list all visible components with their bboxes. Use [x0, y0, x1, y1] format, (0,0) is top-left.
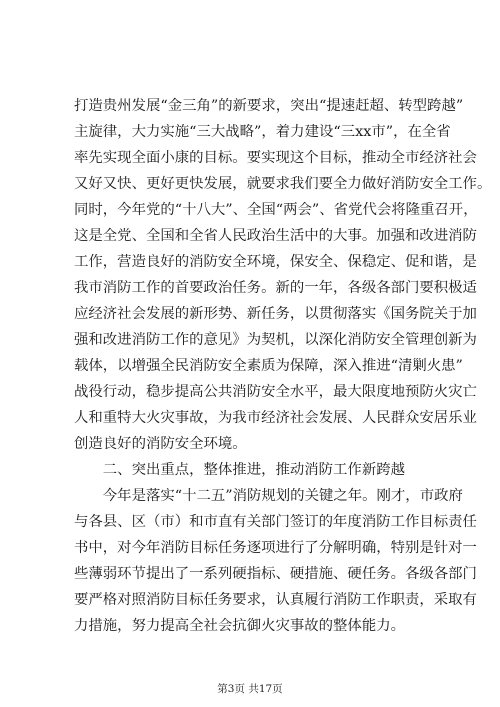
text-line: 战役行动，稳步提高公共消防安全水平，最大限度地预防火灾亡 — [74, 384, 477, 400]
text-line: 率先实现全面小康的目标。要实现这个目标，推动全市经济社会 — [74, 150, 477, 166]
text-line: 强和改进消防工作的意见》为契机，以深化消防安全管理创新为 — [74, 332, 477, 348]
body-text — [74, 93, 492, 639]
section-heading: 二、突出重点，整体推进，推动消防工作新跨越 — [74, 462, 405, 478]
text-line: 创造良好的消防安全环境。 — [74, 436, 247, 452]
text-line: 要严格对照消防目标任务要求，认真履行消防工作职责，采取有 — [74, 592, 477, 608]
text-line: 书中，对今年消防目标任务逐项进行了分解明确，特别是针对一 — [74, 540, 477, 556]
text-line: 与各县、区（市）和市直有关部门签订的年度消防工作目标责任 — [74, 514, 477, 530]
text-line: 同时，今年党的“十八大”、全国“两会”、省党代会将隆重召开， — [74, 202, 478, 218]
page-number: 第3页 共17页 — [217, 683, 283, 695]
text-line: 载体，以增强全民消防安全素质为保障，深入推进“清剿火患” — [74, 358, 463, 374]
text-line: 些薄弱环节提出了一系列硬指标、硬措施、硬任务。各级各部门 — [74, 566, 477, 582]
text-line: 应经济社会发展的新形势、新任务，以贯彻落实《国务院关于加 — [74, 306, 477, 322]
text-line: 打造贵州发展“金三角”的新要求，突出“提速赶超、转型跨越” — [74, 98, 464, 114]
text-line: 力措施，努力提高全社会抗御火灾事故的整体能力。 — [74, 618, 405, 634]
text-line: 我市消防工作的首要政治任务。新的一年，各级各部门要积极适 — [74, 280, 477, 296]
text-line: 今年是落实“十二五”消防规划的关键之年。刚才，市政府 — [74, 488, 463, 504]
text-line: 工作，营造良好的消防安全环境，保安全、保稳定、促和谐，是 — [74, 254, 477, 270]
text-line: 主旋律，大力实施“三大战略”，着力建设“三xx市”，在全省 — [74, 124, 451, 140]
text-line: 人和重特大火灾事故，为我市经济社会发展、人民群众安居乐业 — [74, 410, 477, 426]
text-line: 这是全党、全国和全省人民政治生活中的大事。加强和改进消防 — [74, 228, 477, 244]
text-line: 又好又快、更好更快发展，就要求我们要全力做好消防安全工作。 — [74, 176, 492, 192]
